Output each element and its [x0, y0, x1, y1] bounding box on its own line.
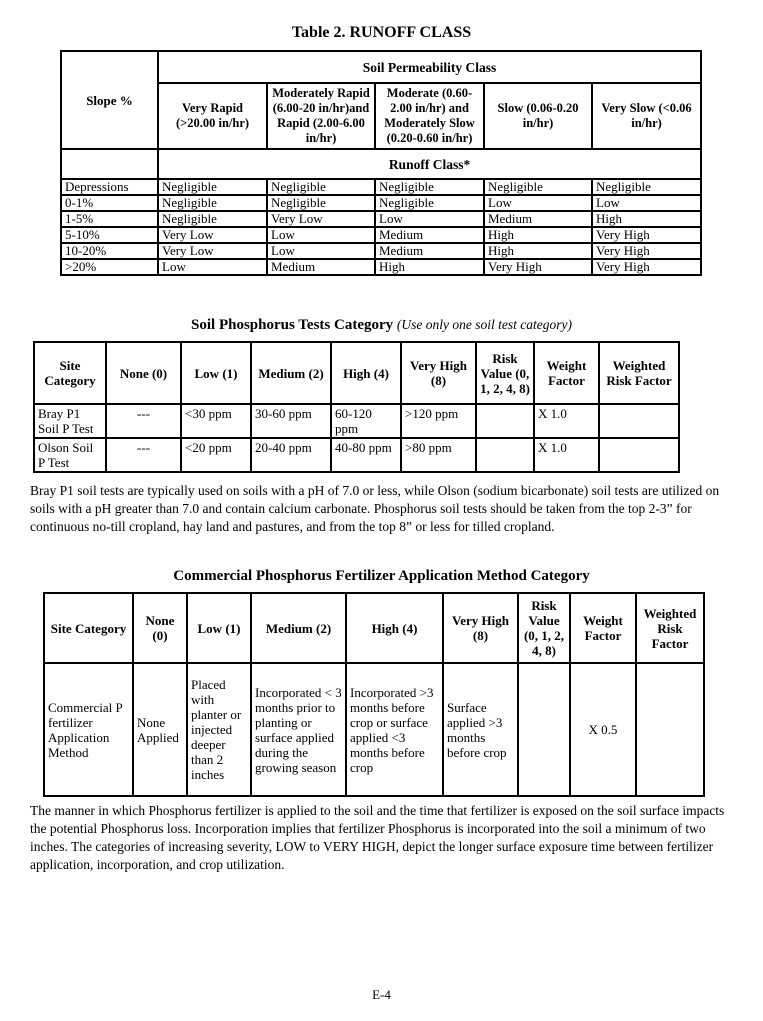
cell-runoff-value: Very High — [592, 227, 701, 243]
soil-p-title-note: (Use only one soil test category) — [396, 317, 572, 332]
cell-slope: >20% — [61, 259, 158, 275]
cell-slope: 10-20% — [61, 243, 158, 259]
header-cell: Very High (8) — [401, 342, 476, 404]
cell-low: Placed with planter or injected deeper than 2 inches — [187, 663, 251, 796]
cell-medium: Incorporated < 3 months prior to planting or surface applied during the growing season — [251, 663, 346, 796]
runoff-class-header-row — [61, 149, 701, 179]
cell-none: --- — [106, 438, 181, 472]
header-cell: Very High (8) — [443, 593, 518, 663]
cell-runoff-value: Low — [375, 211, 484, 227]
table-row — [61, 259, 701, 275]
cell-weighted-risk-factor — [599, 438, 679, 472]
header-cell: Weight Factor — [534, 342, 599, 404]
cell-slope: Depressions — [61, 179, 158, 195]
soil-p-paragraph: Bray P1 soil tests are typically used on soils with a pH of 7.0 or less, while Olson (sodium bicarbonate) soil tests are utilized on soils with a pH greater than 7.0 and contain calcium carbonate. Phosphorus soil tests should be taken from the top 2-3” for continuous no-till cropland, hay land and pastures, and from the top 8” or less for tilled cropland. — [30, 483, 720, 534]
header-cell: None (0) — [106, 342, 181, 404]
cell-runoff-value: Medium — [375, 227, 484, 243]
permeability-column-cell: Moderate (0.60-2.00 in/hr) and Moderately Slow (0.20-0.60 in/hr) — [375, 83, 484, 149]
header-cell: Low (1) — [187, 593, 251, 663]
page-number: E-4 — [372, 987, 391, 1002]
cell-very-high: >120 ppm — [401, 404, 476, 438]
cell-runoff-value: Negligible — [267, 195, 375, 211]
cell-runoff-value: Low — [484, 195, 592, 211]
header-cell: High (4) — [331, 342, 401, 404]
cell-weighted-risk-factor — [636, 663, 704, 796]
cell-runoff-value: Negligible — [484, 179, 592, 195]
cell-runoff-value: Medium — [375, 243, 484, 259]
fertilizer-table — [43, 592, 705, 797]
soil-phosphorus-table — [33, 341, 680, 473]
table-row — [61, 195, 701, 211]
cell-slope: 5-10% — [61, 227, 158, 243]
cell-site-category: Bray P1 Soil P Test — [34, 404, 106, 438]
permeability-column-cell: Very Slow (<0.06 in/hr) — [592, 83, 701, 149]
header-cell: High (4) — [346, 593, 443, 663]
empty-cell — [61, 149, 158, 179]
cell-runoff-value: Very High — [592, 259, 701, 275]
header-cell: Medium (2) — [251, 342, 331, 404]
permeability-header-row — [61, 51, 701, 83]
cell-weight-factor: X 0.5 — [570, 663, 636, 796]
cell-runoff-value: Negligible — [158, 179, 267, 195]
table-row — [34, 404, 679, 438]
cell-runoff-value: Negligible — [267, 179, 375, 195]
cell-runoff-value: Low — [267, 243, 375, 259]
cell-site-category: Commercial P fertilizer Application Method — [44, 663, 133, 796]
cell-runoff-value: Low — [267, 227, 375, 243]
cell-runoff-value: High — [484, 243, 592, 259]
header-cell: Risk Value (0, 1, 2, 4, 8) — [518, 593, 570, 663]
permeability-header-cell: Soil Permeability Class — [158, 51, 701, 83]
soil-p-title-text: Soil Phosphorus Tests Category — [191, 317, 394, 333]
cell-slope: 0-1% — [61, 195, 158, 211]
runoff-class-table — [60, 50, 702, 276]
cell-runoff-value: Medium — [267, 259, 375, 275]
header-cell: Risk Value (0, 1, 2, 4, 8) — [476, 342, 534, 404]
cell-runoff-value: Low — [592, 195, 701, 211]
cell-runoff-value: High — [375, 259, 484, 275]
cell-none: --- — [106, 404, 181, 438]
table-row — [61, 211, 701, 227]
cell-runoff-value: Very Low — [267, 211, 375, 227]
cell-runoff-value: Negligible — [375, 179, 484, 195]
cell-runoff-value: Very Low — [158, 227, 267, 243]
cell-slope: 1-5% — [61, 211, 158, 227]
permeability-column-cell: Slow (0.06-0.20 in/hr) — [484, 83, 592, 149]
cell-runoff-value: Very High — [592, 243, 701, 259]
cell-runoff-value: Low — [158, 259, 267, 275]
header-cell: Weight Factor — [570, 593, 636, 663]
cell-runoff-value: Very Low — [158, 243, 267, 259]
cell-runoff-value: High — [484, 227, 592, 243]
cell-runoff-value: Negligible — [375, 195, 484, 211]
cell-runoff-value: Negligible — [158, 211, 267, 227]
cell-runoff-value: Medium — [484, 211, 592, 227]
permeability-column-cell: Very Rapid (>20.00 in/hr) — [158, 83, 267, 149]
header-cell: Medium (2) — [251, 593, 346, 663]
table-row — [61, 227, 701, 243]
header-cell: Site Category — [44, 593, 133, 663]
cell-very-high: Surface applied >3 months before crop — [443, 663, 518, 796]
cell-weight-factor: X 1.0 — [534, 404, 599, 438]
header-cell: Low (1) — [181, 342, 251, 404]
cell-risk-value — [518, 663, 570, 796]
cell-site-category: Olson Soil P Test — [34, 438, 106, 472]
cell-risk-value — [476, 404, 534, 438]
cell-none: None Applied — [133, 663, 187, 796]
header-cell: Weighted Risk Factor — [636, 593, 704, 663]
header-row — [34, 342, 679, 404]
cell-very-high: >80 ppm — [401, 438, 476, 472]
cell-high: 40-80 ppm — [331, 438, 401, 472]
cell-runoff-value: Negligible — [158, 195, 267, 211]
cell-low: <20 ppm — [181, 438, 251, 472]
cell-runoff-value: Negligible — [592, 179, 701, 195]
fertilizer-table-title: Commercial Phosphorus Fertilizer Application Method Category — [173, 568, 590, 584]
table-row — [61, 179, 701, 195]
header-cell: None (0) — [133, 593, 187, 663]
cell-runoff-value: Very High — [484, 259, 592, 275]
header-cell: Weighted Risk Factor — [599, 342, 679, 404]
header-row — [44, 593, 704, 663]
cell-runoff-value: High — [592, 211, 701, 227]
runoff-table-title: Table 2. RUNOFF CLASS — [291, 24, 472, 41]
fertilizer-paragraph: The manner in which Phosphorus fertilizer is applied to the soil and the time that fertilizer is exposed on the soil surface impacts the potential Phosphorus loss. Incorporation implies that fertilizer Phosphorus is incorporated into the soil a minimum of two inches. The categories of increasing severity, LOW to VERY HIGH, depict the longer surface exposure time between fertilizer application, incorporation, and crop utilization. — [30, 803, 725, 872]
slope-header-cell: Slope % — [61, 51, 158, 149]
permeability-column-cell: Moderately Rapid (6.00-20 in/hr)and Rapid (2.00-6.00 in/hr) — [267, 83, 375, 149]
cell-high: 60-120 ppm — [331, 404, 401, 438]
cell-weight-factor: X 1.0 — [534, 438, 599, 472]
cell-medium: 30-60 ppm — [251, 404, 331, 438]
cell-risk-value — [476, 438, 534, 472]
table-row — [44, 663, 704, 796]
table-row — [61, 243, 701, 259]
cell-weighted-risk-factor — [599, 404, 679, 438]
cell-low: <30 ppm — [181, 404, 251, 438]
cell-medium: 20-40 ppm — [251, 438, 331, 472]
cell-high: Incorporated >3 months before crop or surface applied <3 months before crop — [346, 663, 443, 796]
soil-p-table-title — [0, 317, 763, 334]
table-row — [34, 438, 679, 472]
runoff-class-header-cell: Runoff Class* — [158, 149, 701, 179]
header-cell: Site Category — [34, 342, 106, 404]
